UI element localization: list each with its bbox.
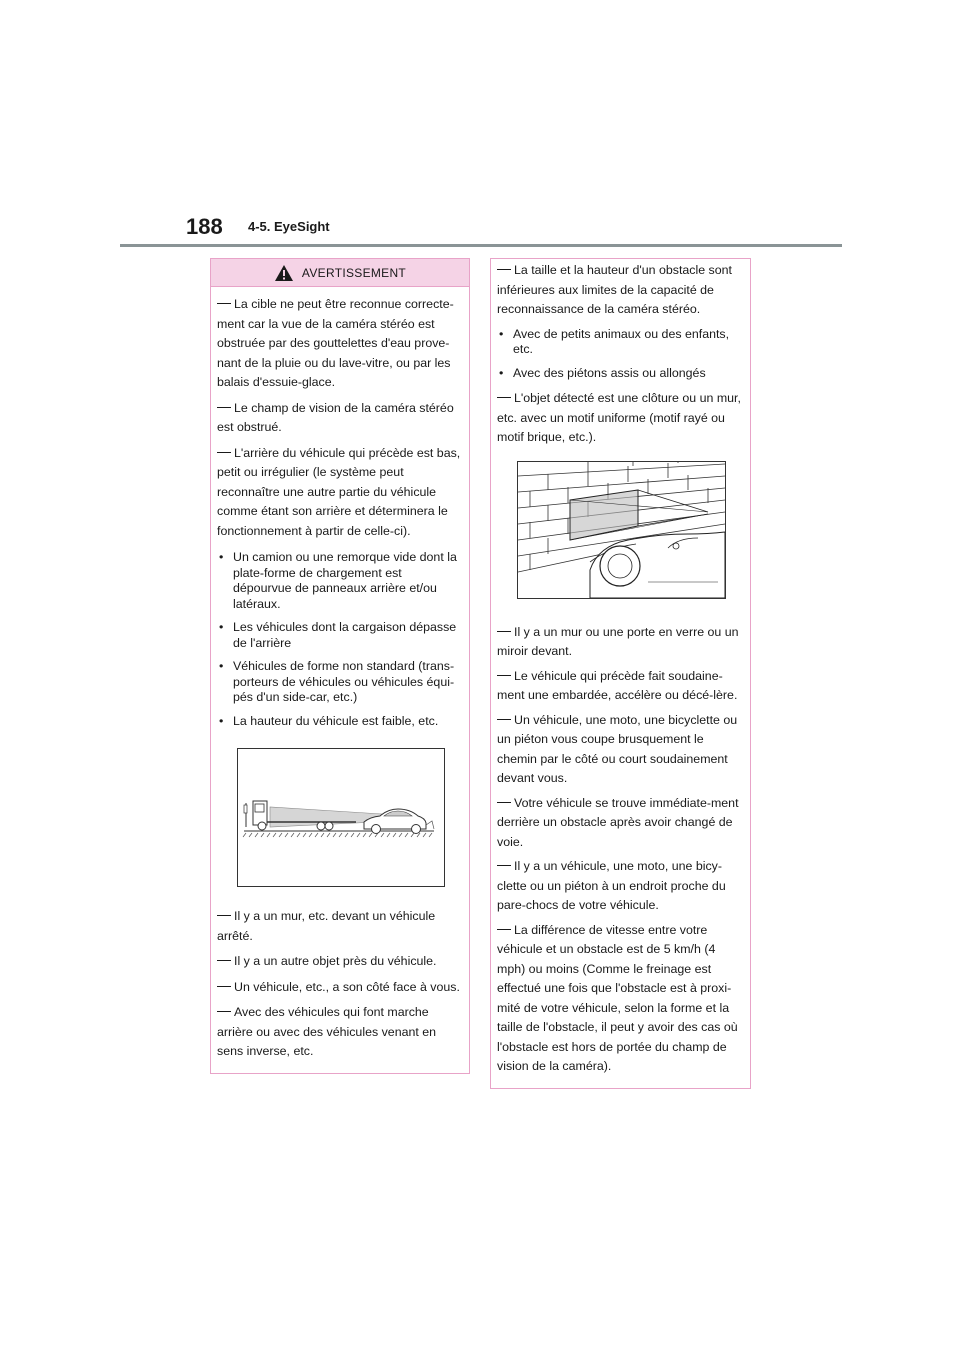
- bullet-item: • Avec de petits animaux ou des enfants, etc.: [499, 326, 730, 356]
- dash-icon: [217, 960, 231, 961]
- page-number: 188: [186, 214, 223, 239]
- dash-icon: [217, 452, 231, 453]
- warning-item: Votre véhicule se trouve immédiate-ment derrière un obstacle après avoir changé de voie.: [497, 795, 739, 849]
- dash-icon: [217, 303, 231, 304]
- warning-item: Il y a un mur ou une porte en verre ou un miroir devant.: [497, 624, 739, 658]
- header-rule: [120, 244, 842, 247]
- bullet-item: • Un camion ou une remorque vide dont la plate-forme de chargement est dépourvue de panneaux arrière et/ou latéraux.: [219, 550, 457, 611]
- dash-icon: [217, 915, 231, 916]
- dash-icon: [217, 986, 231, 987]
- dash-icon: [497, 719, 511, 720]
- section-title: 4-5. EyeSight: [248, 219, 330, 234]
- truck-car-drawing: [238, 749, 444, 886]
- warning-item: Il y a un mur, etc. devant un véhicule arrêté.: [217, 909, 436, 943]
- warning-item: Le champ de vision de la caméra stéréo est obstrué.: [217, 400, 454, 434]
- brick-wall-drawing: [518, 462, 725, 598]
- warning-triangle-icon: [274, 264, 294, 282]
- dash-icon: [497, 929, 511, 930]
- warning-item: Le véhicule qui précède fait soudaine-ment une embardée, accélère ou décé-lère.: [497, 668, 738, 702]
- warning-item: La différence de vitesse entre votre véhicule et un obstacle est de 5 km/h (4 mph) ou moins (Comme le freinage est effectué une fois que l'obstacle est à proxi-mité de votre véhicule, selon la forme et la taille de l'obstacle, il peut y avoir des cas où l'obstacle est hors de portée du champ de vision de la caméra).: [497, 922, 738, 1073]
- warning-title: AVERTISSEMENT: [301, 265, 407, 280]
- warning-item: Un véhicule, une moto, une bicyclette ou un piéton vous coupe brusquement le chemin par le côté ou court soudainement devant vous.: [497, 712, 738, 785]
- brick-wall-illustration: [517, 461, 726, 599]
- bullet-item: • Véhicules de forme non standard (trans-porteurs de véhicules ou véhicules équi-pés d'un side-car, etc.): [219, 659, 455, 704]
- bullet-item: • Les véhicules dont la cargaison dépasse de l'arrière: [219, 620, 457, 650]
- continued-box: [490, 258, 751, 1089]
- dash-icon: [217, 407, 231, 408]
- continued-content: [491, 259, 750, 1077]
- warning-box: [210, 258, 470, 1074]
- warning-item: La taille et la hauteur d'un obstacle sont inférieures aux limites de la capacité de reconnaissance de la caméra stéréo.: [497, 263, 732, 316]
- dash-icon: [497, 269, 511, 270]
- warning-header: [211, 259, 469, 287]
- dash-icon: [497, 631, 511, 632]
- warning-item: Il y a un véhicule, une moto, une bicy-clette ou un piéton à un endroit proche du pare-chocs de votre véhicule.: [497, 859, 726, 912]
- warning-item: Un véhicule, etc., a son côté face à vous.: [217, 978, 463, 998]
- dash-icon: [497, 397, 511, 398]
- warning-item: Avec des véhicules qui font marche arrière ou avec des véhicules venant en sens inverse, etc.: [217, 1005, 437, 1058]
- warning-content: [211, 287, 469, 1062]
- bullet-item: • Avec des piétons assis ou allongés: [499, 365, 706, 380]
- truck-illustration: [237, 748, 445, 887]
- dash-icon: [497, 675, 511, 676]
- dash-icon: [497, 865, 511, 866]
- warning-item: L'arrière du véhicule qui précède est bas, petit ou irrégulier (le système peut reconnaître une autre partie du véhicule comme étant son arrière et déterminera le fonctionnement à partir de celle-ci).: [217, 445, 461, 538]
- warning-item: L'objet détecté est une clôture ou un mur, etc. avec un motif uniforme (motif rayé ou motif brique, etc.).: [497, 391, 741, 444]
- dash-icon: [217, 1011, 231, 1012]
- warning-item: La cible ne peut être reconnue correcte-ment car la vue de la caméra stéréo est obstruée par des gouttelettes d'eau prove-nant de la pluie ou du lave-vitre, ou par les balais d'essuie-glace.: [217, 297, 454, 389]
- dash-icon: [497, 802, 511, 803]
- bullet-item: • La hauteur du véhicule est faible, etc.: [219, 713, 439, 728]
- warning-item: Il y a un autre objet près du véhicule.: [217, 952, 463, 972]
